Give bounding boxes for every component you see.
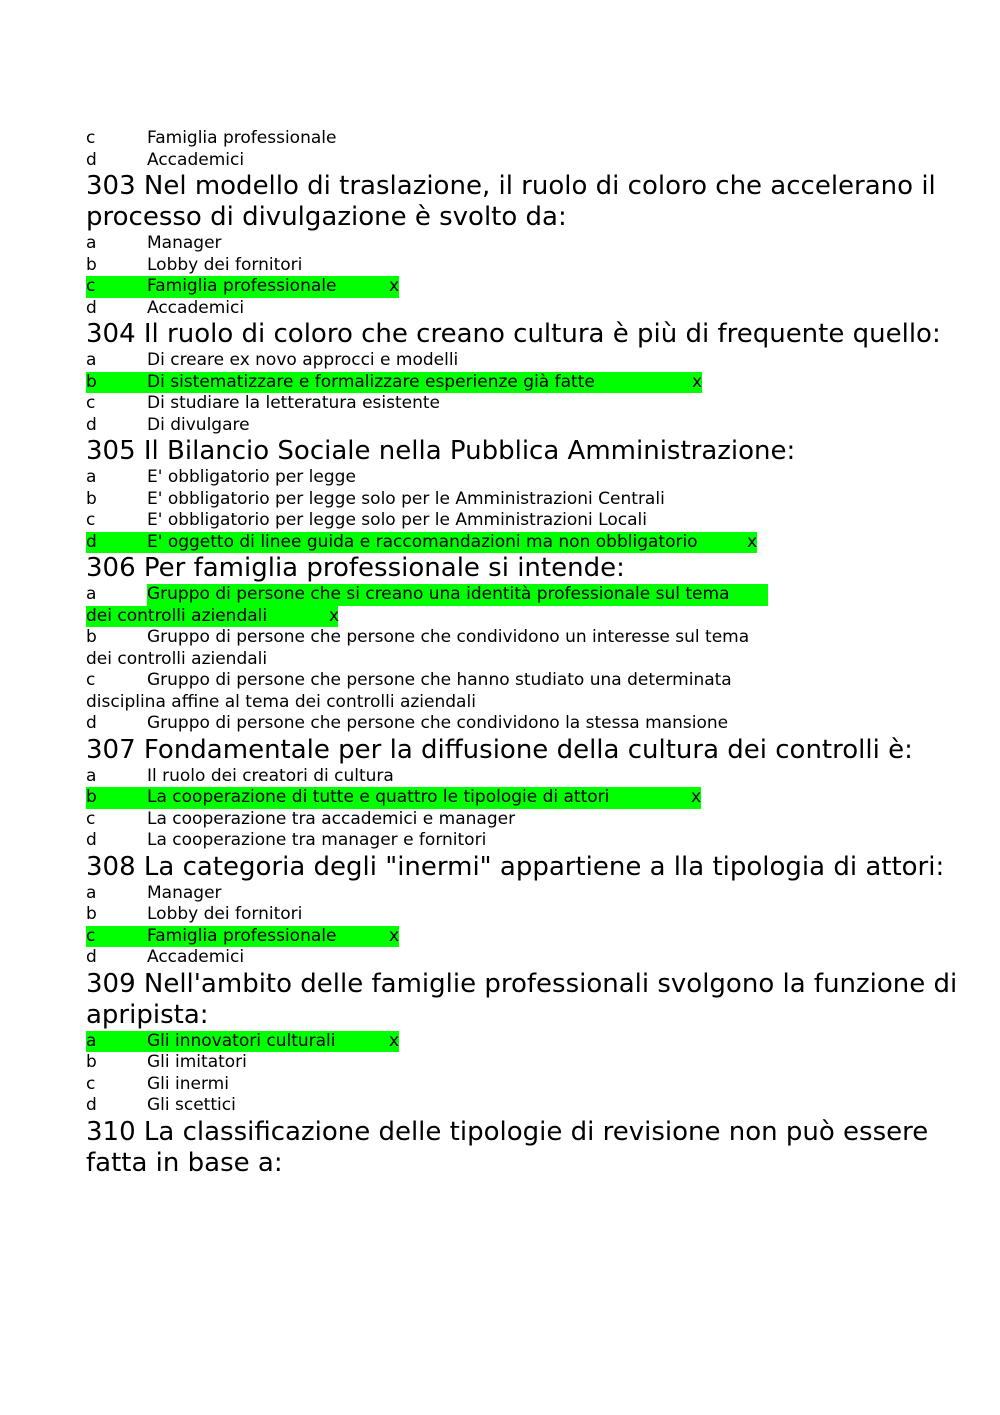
option-text: Famiglia professionale [147,276,337,296]
answer-option [86,830,966,852]
question-text: 308 La categoria degli "inermi" appartiene a lla tipologia di attori: [86,851,945,882]
answer-option [86,947,966,969]
question-text: 304 Il ruolo di coloro che creano cultura è più di frequente quello: [86,319,941,349]
option-text-continued: dei controlli aziendali [86,648,268,669]
option-letter: c [86,808,96,829]
option-text: E' obbligatorio per legge solo per le Amministrazioni Centrali [147,488,665,509]
option-letter: d [86,713,97,733]
quiz-document [86,128,966,1179]
answer-option [86,393,966,415]
option-text: Famiglia professionale [147,128,337,148]
answer-option-correct [86,532,966,554]
answer-option-correct [86,926,966,948]
option-letter: a [86,584,97,604]
option-letter: a [86,882,97,903]
option-letter: c [86,670,96,690]
option-letter: a [86,765,97,786]
answer-option [86,233,966,255]
option-text-continued: dei controlli aziendali x [86,605,340,626]
answer-option [86,489,966,511]
answer-option-correct [86,1031,966,1053]
option-text: Gli inermi [147,1073,229,1094]
option-text: E' oggetto di linee guida e raccomandazioni ma non obbligatorio [147,531,698,552]
correct-answer-mark: x [389,1030,400,1051]
question-text: 306 Per famiglia professionale si intende: [86,553,625,583]
answer-option [86,809,966,831]
answer-option [86,883,966,905]
option-letter: b [86,1052,97,1072]
option-text: E' obbligatorio per legge [147,467,356,487]
answer-option [86,467,966,489]
option-text: Gli innovatori culturali [147,1030,336,1051]
correct-answer-mark: x [692,371,703,392]
option-text: E' obbligatorio per legge solo per le Amministrazioni Locali [147,510,647,530]
option-text: Manager [147,233,222,253]
answer-option [86,150,966,172]
option-letter: b [86,627,97,647]
option-letter: d [86,830,97,850]
answer-option [86,713,966,735]
answer-option [86,766,966,788]
correct-answer-mark: x [747,531,758,552]
option-text: La cooperazione tra manager e fornitori [147,830,487,850]
answer-option [86,670,966,713]
option-text: Gli scettici [147,1095,236,1115]
option-text: Gli imitatori [147,1052,247,1072]
option-letter: d [86,531,97,552]
option-text: Lobby dei fornitori [147,904,303,924]
option-text: Il ruolo dei creatori di cultura [147,765,394,786]
answer-option [86,510,966,532]
answer-option-correct [86,584,966,627]
option-text-continued: disciplina affine al tema dei controlli aziendali [86,691,476,712]
answer-option-correct [86,372,966,394]
answer-option [86,350,966,372]
option-letter: c [86,276,96,296]
option-text: Di divulgare [147,414,250,435]
option-text: Accademici [147,149,245,170]
question-text: 307 Fondamentale per la diffusione della cultura dei controlli è: [86,734,913,765]
answer-option [86,255,966,277]
correct-answer-mark: x [389,925,400,946]
option-letter: d [86,1095,97,1115]
option-letter: b [86,254,97,275]
option-letter: a [86,1030,97,1051]
option-text: Di creare ex novo approcci e modelli [147,350,459,370]
answer-option [86,298,966,320]
answer-option [86,128,966,150]
option-text: Gruppo di persone che si creano una identità professionale sul tema [147,584,768,606]
option-letter: c [86,1073,96,1094]
option-text: La cooperazione di tutte e quattro le tipologie di attori [147,787,610,807]
option-text: La cooperazione tra accademici e manager [147,808,516,829]
option-text: Di studiare la letteratura esistente [147,393,441,413]
correct-answer-mark: x [691,787,702,807]
option-letter: c [86,510,96,530]
answer-option [86,627,966,670]
answer-option [86,1052,966,1074]
option-letter: d [86,297,97,318]
correct-answer-mark: x [389,276,400,296]
answer-option-correct [86,276,966,298]
option-letter: b [86,371,97,392]
option-letter: d [86,414,97,435]
answer-option [86,1095,966,1117]
option-letter: c [86,393,96,413]
option-text: Gruppo di persone che persone che condividono un interesse sul tema [147,627,750,647]
option-letter: a [86,233,97,253]
correct-answer-mark: x [329,605,340,626]
option-text: Manager [147,882,222,903]
option-letter: b [86,904,97,924]
answer-option [86,1074,966,1096]
question-text: 305 Il Bilancio Sociale nella Pubblica Amministrazione: [86,436,796,466]
question-text: 309 Nell'ambito delle famiglie professionali svolgono la funzione di apripista: [86,968,958,1030]
option-text: Lobby dei fornitori [147,254,303,275]
option-letter: a [86,467,97,487]
option-text: Accademici [147,297,245,318]
option-letter: d [86,947,97,967]
question-text: 310 La classificazione delle tipologie di revisione non può essere fatta in base a: [86,1116,929,1178]
option-text: Famiglia professionale [147,925,337,946]
question-text: 303 Nel modello di traslazione, il ruolo di coloro che accelerano il processo di divulgazione è svolto da: [86,171,936,232]
answer-option-correct [86,787,966,809]
option-text: Di sistematizzare e formalizzare esperienze già fatte [147,371,595,392]
option-text: Accademici [147,947,245,967]
option-letter: b [86,787,97,807]
answer-option [86,904,966,926]
answer-option [86,415,966,437]
option-text: Gruppo di persone che persone che hanno studiato una determinata [147,670,732,690]
option-letter: d [86,149,97,170]
option-letter: a [86,350,97,370]
option-text: Gruppo di persone che persone che condividono la stessa mansione [147,713,729,733]
option-letter: c [86,128,96,148]
option-letter: c [86,925,96,946]
option-letter: b [86,488,97,509]
